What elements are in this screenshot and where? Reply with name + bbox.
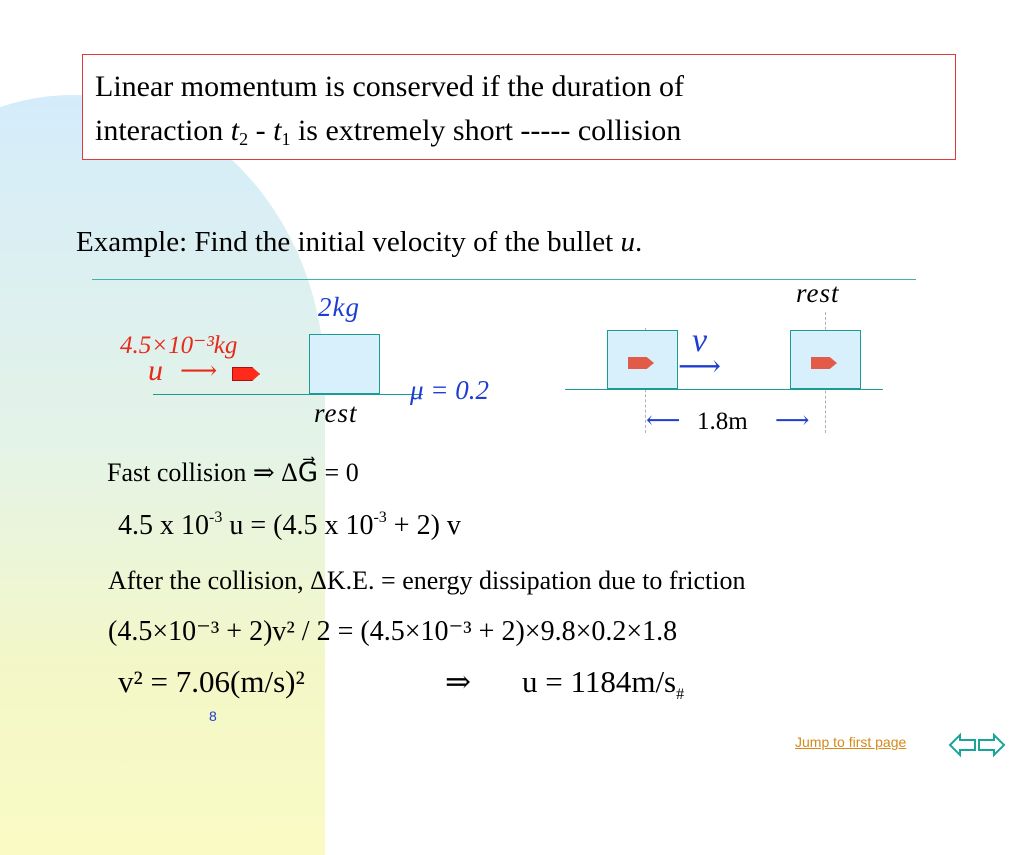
momentum-part-a: 4.5 x 10 (118, 510, 209, 541)
block-left (309, 334, 380, 394)
implies-icon: ⇒ (445, 664, 471, 699)
t2-variable: t (230, 114, 240, 147)
velocity-arrow: ⟶ (678, 350, 722, 383)
title-line-1: Linear momentum is conserved if the duration of (95, 70, 684, 103)
after-collision-line: After the collision, ΔK.E. = energy dissipation due to friction (108, 566, 746, 595)
minus-sign: - (248, 114, 274, 147)
example-variable: u (620, 226, 635, 258)
distance-arrow-left-icon: ⟵ (646, 408, 681, 434)
ground-line-left (153, 394, 423, 395)
title-box (82, 54, 956, 160)
t1-variable: t (273, 114, 282, 147)
t2-subscript: 2 (239, 129, 249, 149)
momentum-part-b: u = (4.5 x 10 (222, 510, 374, 541)
rest-label-left: rest (314, 398, 358, 428)
next-arrow-icon[interactable] (979, 735, 1004, 755)
ground-line-right (565, 389, 883, 390)
title-line-2-post: is extremely short ----- collision (290, 114, 682, 147)
block-mass-label: 2kg (318, 292, 360, 322)
rest-label-right: rest (796, 278, 840, 308)
jump-to-first-page-link[interactable]: Jump to first page (795, 734, 907, 750)
result-u-value: u = 1184m/s (522, 664, 677, 699)
example-prefix: Example: Find the initial velocity of the bullet (76, 226, 621, 258)
result-initial-velocity (522, 664, 684, 704)
title-line-2-pre: interaction (95, 114, 231, 147)
prev-arrow-icon[interactable] (950, 735, 975, 755)
momentum-exp-2: -3 (373, 509, 387, 526)
result-mark: # (676, 686, 685, 704)
distance-label: 1.8m (697, 408, 748, 435)
example-statement (76, 226, 642, 259)
navigation-arrows (948, 730, 1006, 765)
momentum-exp-1: -3 (209, 509, 223, 526)
momentum-part-c: + 2) v (386, 510, 461, 541)
page-number: 8 (209, 708, 217, 724)
velocity-label: v (692, 322, 708, 359)
fast-collision-line: Fast collision ⇒ ΔG⃗ = 0 (107, 458, 359, 487)
result-velocity: v² = 7.06(m/s)² (118, 664, 305, 699)
t1-subscript: 1 (281, 129, 291, 149)
bullet-velocity-label: u (148, 354, 163, 387)
friction-coefficient: μ = 0.2 (410, 375, 490, 405)
bullet-mass-label: 4.5×10⁻³kg (120, 332, 238, 359)
distance-arrow-right-icon: ⟶ (775, 408, 810, 434)
momentum-equation (118, 510, 461, 542)
example-suffix: . (634, 226, 643, 258)
energy-equation: (4.5×10⁻³ + 2)v² / 2 = (4.5×10⁻³ + 2)×9.8×0.2×1.8 (108, 616, 678, 647)
divider-rule (92, 279, 916, 280)
bullet-arrow: ⟶ (180, 356, 218, 385)
